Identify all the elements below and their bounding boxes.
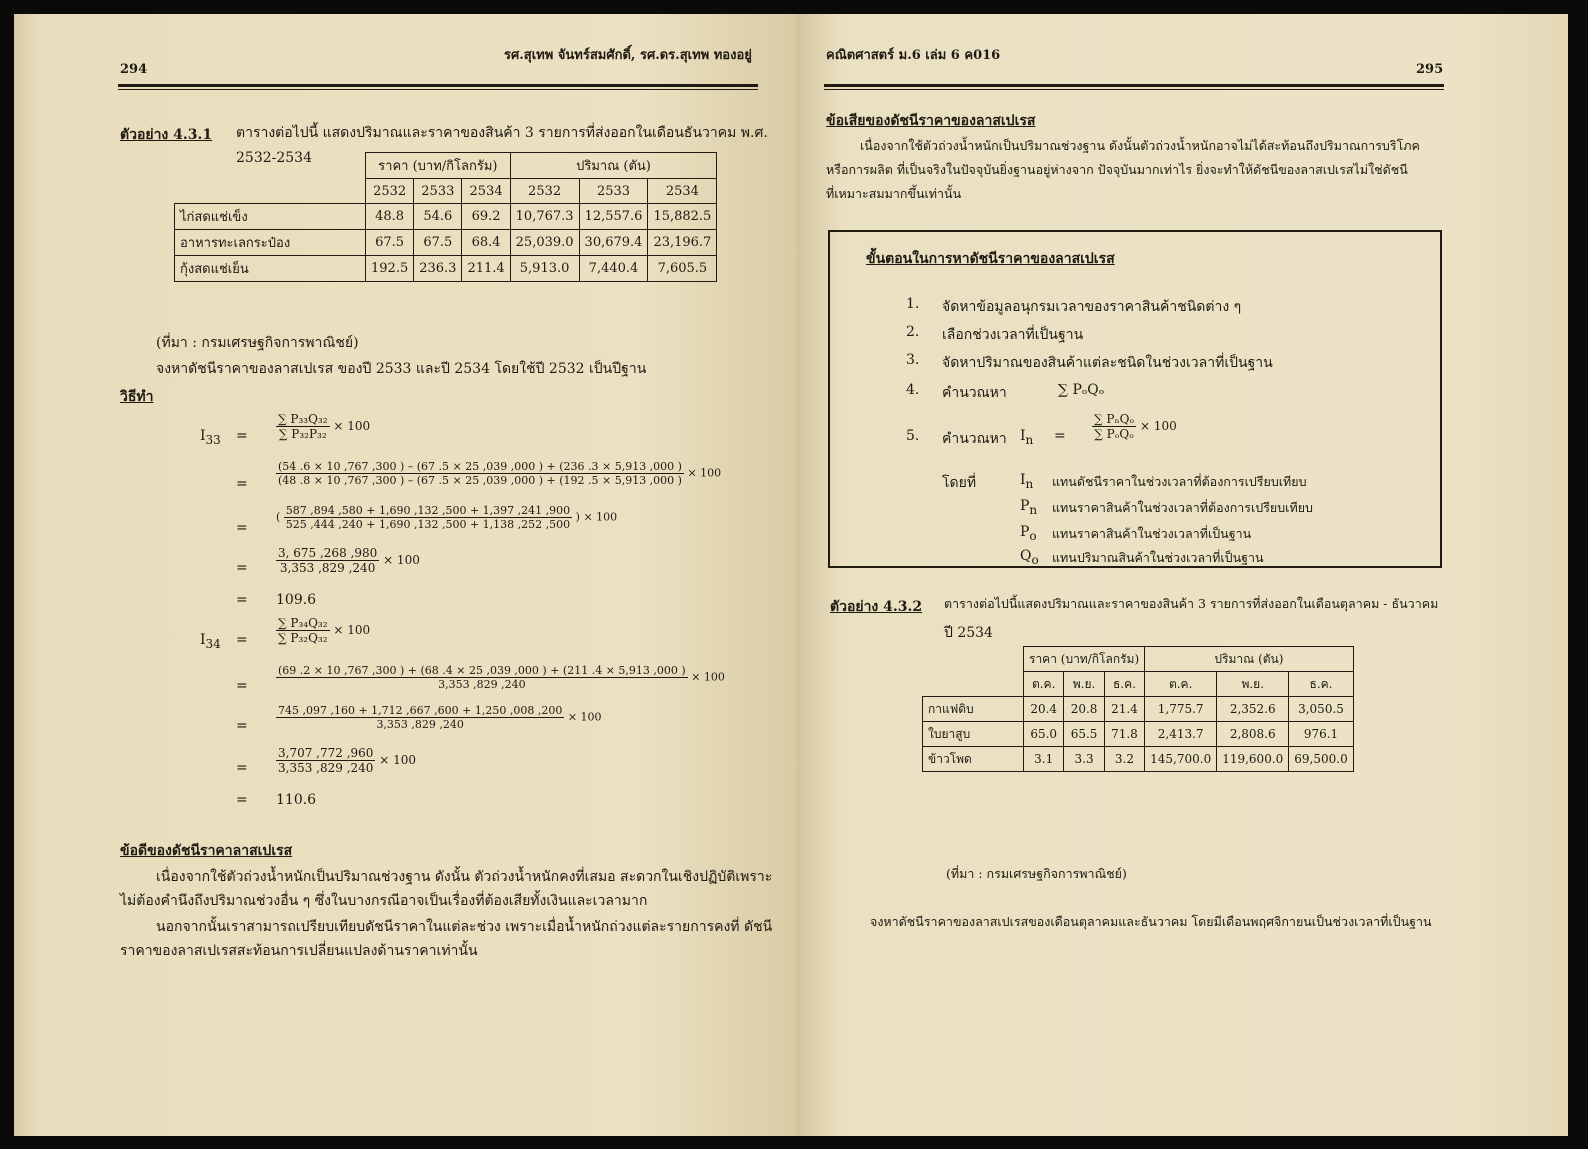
col-month: พ.ย. bbox=[1217, 672, 1289, 697]
cell: 7,440.4 bbox=[579, 256, 648, 282]
row-name: กุ้งสดแช่เย็น bbox=[175, 256, 366, 282]
left-page bbox=[14, 14, 796, 1136]
export-table bbox=[922, 646, 1354, 772]
source-note: (ที่มา : กรมเศรษฐกิจการพาณิชย์) bbox=[946, 866, 1127, 881]
col-month: ธ.ค. bbox=[1289, 672, 1353, 697]
task-text: จงหาดัชนีราคาของลาสเปเรสของเดือนตุลาคมและธันวาคม โดยมีเดือนพฤศจิกายนเป็นช่วงเวลาที่เป็นฐาน bbox=[870, 914, 1432, 929]
example-year: ปี 2534 bbox=[944, 625, 993, 641]
header-rule-thin bbox=[118, 89, 758, 90]
step-number: 4. bbox=[906, 382, 920, 398]
equals-sign: = bbox=[236, 632, 248, 648]
result-i34: 110.6 bbox=[276, 792, 317, 808]
paragraph: ราคาของลาสเปเรสสะท้อนการเปลี่ยนแปลงด้านราคาเท่านั้น bbox=[120, 943, 478, 959]
example-label: ตัวอย่าง 4.3.1 bbox=[120, 127, 213, 143]
cell: 976.1 bbox=[1289, 722, 1353, 747]
equals-sign: = bbox=[236, 560, 248, 576]
header-rule bbox=[118, 84, 758, 87]
row-name: ใบยาสูบ bbox=[923, 722, 1024, 747]
cell: 25,039.0 bbox=[510, 230, 579, 256]
cell: 23,196.7 bbox=[648, 230, 717, 256]
formula-line: ( $\frac{587 ,894 ,580 + 1,690 ,132 ,500 + 1,397 ,241 ,900}{525 ,444 ,240 + 1,690 ,132 ,500 + 1,138 ,252 ,500}$ ) × 100 bbox=[276, 504, 618, 531]
row-name: ข้าวโพด bbox=[923, 747, 1024, 772]
step-text: จัดหาปริมาณของสินค้าแต่ละชนิดในช่วงเวลาที่เป็นฐาน bbox=[942, 355, 1273, 371]
task-text: จงหาดัชนีราคาของลาสเปเรส ของปี 2533 และปี 2534 โดยใช้ปี 2532 เป็นปีฐาน bbox=[156, 361, 647, 377]
cell: 20.8 bbox=[1064, 697, 1104, 722]
def-text: แทนราคาสินค้าในช่วงเวลาที่ต้องการเปรียบเทียบ bbox=[1052, 500, 1313, 515]
cell: 119,600.0 bbox=[1217, 747, 1289, 772]
where-label: โดยที่ bbox=[942, 475, 977, 491]
i33-symbol: $I_{33}$ bbox=[200, 428, 221, 447]
def-text: แทนดัชนีราคาในช่วงเวลาที่ต้องการเปรียบเทียบ bbox=[1052, 474, 1307, 489]
cell: 211.4 bbox=[462, 256, 510, 282]
formula-sum: ∑ PₒQₒ bbox=[1058, 382, 1105, 398]
step-text: จัดหาข้อมูลอนุกรมเวลาของราคาสินค้าชนิดต่าง ๆ bbox=[942, 299, 1242, 315]
col-year: 2533 bbox=[414, 179, 462, 204]
formula-line: $\frac{745 ,097 ,160 + 1,712 ,667 ,600 + 1,250 ,008 ,200}{3,353 ,829 ,240}$ × 100 bbox=[278, 704, 602, 731]
formula-line: (54 .6 × 10 ,767 ,300 ) – (67 .5 × 25 ,039 ,000 ) + (236 .3 × 5,913 ,000 ) (48 .8 × 10 ,767 ,300 ) – (67 .5 × 25 ,039 ,000 ) + (192 .5 × 5,913 ,000 ) × 100 bbox=[278, 460, 722, 487]
cell: 192.5 bbox=[366, 256, 414, 282]
def-text: แทนปริมาณสินค้าในช่วงเวลาที่เป็นฐาน bbox=[1052, 550, 1264, 565]
def-symbol: $P_n$ bbox=[1020, 498, 1038, 517]
equals-sign: = bbox=[236, 760, 248, 776]
cell: 15,882.5 bbox=[648, 204, 717, 230]
cell: 12,557.6 bbox=[579, 204, 648, 230]
cell: 21.4 bbox=[1104, 697, 1144, 722]
cell: 3.2 bbox=[1104, 747, 1144, 772]
step-number: 1. bbox=[906, 296, 920, 312]
paragraph: เนื่องจากใช้ตัวถ่วงน้ำหนักเป็นปริมาณช่วงฐาน ดังนั้นตัวถ่วงน้ำหนักอาจไม่ได้สะท้อนถึงปริมาณการบริโภค bbox=[860, 138, 1420, 153]
step-text: เลือกช่วงเวลาที่เป็นฐาน bbox=[942, 327, 1084, 343]
cell: 54.6 bbox=[414, 204, 462, 230]
paragraph: นอกจากนั้นเราสามารถเปรียบเทียบดัชนีราคาในแต่ละช่วง เพราะเมื่อน้ำหนักถ่วงแต่ละรายการคงที่ ดัชนี bbox=[156, 919, 773, 935]
row-name: ไก่สดแช่เข็ง bbox=[175, 204, 366, 230]
def-symbol: $P_o$ bbox=[1020, 524, 1037, 543]
paragraph: หรือการผลิต ที่เป็นจริงในปัจจุบันยิ่งฐานอยู่ห่างจาก ปัจจุบันมากเท่าไร ยิ่งจะทำให้ดัชนีของลาสเปเรสไม่ใช่ดัชนี bbox=[826, 162, 1408, 177]
price-header: ราคา (บาท/กิโลกรัม) bbox=[366, 153, 511, 179]
cell: 69.2 bbox=[462, 204, 510, 230]
cell: 48.8 bbox=[366, 204, 414, 230]
col-year: 2534 bbox=[648, 179, 717, 204]
formula-line: $\frac{3,707 ,772 ,960}{3,353 ,829 ,240}$ × 100 bbox=[278, 746, 417, 775]
index-symbol: $I_n$ bbox=[1020, 428, 1034, 447]
col-month: พ.ย. bbox=[1064, 672, 1104, 697]
cell: 65.0 bbox=[1024, 722, 1064, 747]
cell: 7,605.5 bbox=[648, 256, 717, 282]
right-page bbox=[796, 14, 1568, 1136]
def-text: แทนราคาสินค้าในช่วงเวลาที่เป็นฐาน bbox=[1052, 526, 1252, 541]
index-formula: $\frac{\text{∑ PₙQₒ}}{\text{∑ PₒQₒ}}$ × 100 bbox=[1094, 412, 1177, 441]
cell: 236.3 bbox=[414, 256, 462, 282]
step-number: 3. bbox=[906, 352, 920, 368]
example-years: 2532-2534 bbox=[236, 150, 312, 166]
export-table bbox=[174, 152, 717, 282]
result-i33: 109.6 bbox=[276, 592, 317, 608]
formula-line: (69 .2 × 10 ,767 ,300 ) + (68 .4 × 25 ,039 ,000 ) + (211 .4 × 5,913 ,000 ) 3,353 ,829 ,240 × 100 bbox=[278, 664, 725, 691]
row-name: อาหารทะเลกระป๋อง bbox=[175, 230, 366, 256]
advantages-title: ข้อดีของดัชนีราคาลาสเปเรส bbox=[120, 843, 293, 859]
cell: 67.5 bbox=[366, 230, 414, 256]
cell: 65.5 bbox=[1064, 722, 1104, 747]
i34-symbol: $I_{34}$ bbox=[200, 632, 221, 651]
header-rule-thin bbox=[824, 89, 1444, 90]
cell: 10,767.3 bbox=[510, 204, 579, 230]
col-month: ต.ค. bbox=[1024, 672, 1064, 697]
example-text: ตารางต่อไปนี้แสดงปริมาณและราคาของสินค้า 3 รายการที่ส่งออกในเดือนตุลาคม - ธันวาคม bbox=[944, 596, 1439, 611]
cell: 71.8 bbox=[1104, 722, 1144, 747]
cell: 3,050.5 bbox=[1289, 697, 1353, 722]
step-text: คำนวณหา bbox=[942, 431, 1007, 447]
equals-sign: = bbox=[236, 428, 248, 444]
example-label: ตัวอย่าง 4.3.2 bbox=[830, 599, 923, 615]
running-header: คณิตศาสตร์ ม.6 เล่ม 6 ค016 bbox=[826, 48, 1001, 63]
col-month: ธ.ค. bbox=[1104, 672, 1144, 697]
cell: 2,352.6 bbox=[1217, 697, 1289, 722]
cell: 3.1 bbox=[1024, 747, 1064, 772]
page-number: 294 bbox=[120, 62, 148, 77]
qty-header: ปริมาณ (ตัน) bbox=[1145, 647, 1354, 672]
cell: 20.4 bbox=[1024, 697, 1064, 722]
steps-box bbox=[828, 230, 1442, 568]
page-number: 295 bbox=[1416, 62, 1444, 77]
step-number: 2. bbox=[906, 324, 920, 340]
table-row bbox=[923, 747, 1354, 772]
qty-header: ปริมาณ (ตัน) bbox=[510, 153, 717, 179]
cell: 67.5 bbox=[414, 230, 462, 256]
formula-line: $\frac{\text{∑ P₃₃Q₃₂}}{\text{∑ P₃₂P₃₂}}$ × 100 bbox=[278, 412, 371, 441]
col-year: 2533 bbox=[579, 179, 648, 204]
disadvantages-title: ข้อเสียของดัชนีราคาของลาสเปเรส bbox=[826, 113, 1036, 129]
paragraph: ที่เหมาะสมมากขึ้นเท่านั้น bbox=[826, 186, 962, 201]
cell: 1,775.7 bbox=[1145, 697, 1217, 722]
steps-title: ขั้นตอนในการหาดัชนีราคาของลาสเปเรส bbox=[866, 251, 1115, 267]
formula-line: $\frac{3, 675 ,268 ,980}{3,353 ,829 ,240}$ × 100 bbox=[278, 546, 420, 575]
equals-sign: = bbox=[236, 678, 248, 694]
cell: 3.3 bbox=[1064, 747, 1104, 772]
step-text: คำนวณหา bbox=[942, 385, 1007, 401]
cell: 68.4 bbox=[462, 230, 510, 256]
equals-sign: = bbox=[236, 792, 248, 808]
col-year: 2534 bbox=[462, 179, 510, 204]
equals-sign: = bbox=[1054, 428, 1066, 444]
cell: 30,679.4 bbox=[579, 230, 648, 256]
col-year: 2532 bbox=[366, 179, 414, 204]
table-row bbox=[923, 697, 1354, 722]
solution-label: วิธีทำ bbox=[120, 389, 154, 405]
table-row bbox=[175, 204, 717, 230]
col-month: ต.ค. bbox=[1145, 672, 1217, 697]
table-row bbox=[175, 230, 717, 256]
cell: 5,913.0 bbox=[510, 256, 579, 282]
equals-sign: = bbox=[236, 592, 248, 608]
formula-line: $\frac{\text{∑ P₃₄Q₃₂}}{\text{∑ P₃₂Q₃₂}}$ × 100 bbox=[278, 616, 371, 645]
equals-sign: = bbox=[236, 718, 248, 734]
equals-sign: = bbox=[236, 476, 248, 492]
cell: 2,808.6 bbox=[1217, 722, 1289, 747]
running-header: รศ.สุเทพ จันทร์สมศักดิ์, รศ.ดร.สุเทพ ทองอยู่ bbox=[504, 48, 752, 63]
table-row bbox=[923, 722, 1354, 747]
cell: 2,413.7 bbox=[1145, 722, 1217, 747]
paragraph: เนื่องจากใช้ตัวถ่วงน้ำหนักเป็นปริมาณช่วงฐาน ดังนั้น ตัวถ่วงน้ำหนักคงที่เสมอ สะดวกในเชิงปฏิบัติเพราะ bbox=[156, 869, 773, 885]
source-note: (ที่มา : กรมเศรษฐกิจการพาณิชย์) bbox=[156, 335, 359, 351]
table-row bbox=[175, 256, 717, 282]
header-rule bbox=[824, 84, 1444, 87]
col-year: 2532 bbox=[510, 179, 579, 204]
equals-sign: = bbox=[236, 520, 248, 536]
def-symbol: $I_n$ bbox=[1020, 472, 1034, 491]
paragraph: ไม่ต้องคำนึงถึงปริมาณช่วงอื่น ๆ ซึ่งในบางกรณีอาจเป็นเรื่องที่ต้องเสียทั้งเงินและเวลามาก bbox=[120, 893, 648, 909]
cell: 69,500.0 bbox=[1289, 747, 1353, 772]
def-symbol: $Q_o$ bbox=[1020, 548, 1039, 567]
row-name: กาแฟดิบ bbox=[923, 697, 1024, 722]
cell: 145,700.0 bbox=[1145, 747, 1217, 772]
example-text: ตารางต่อไปนี้ แสดงปริมาณและราคาของสินค้า 3 รายการที่ส่งออกในเดือนธันวาคม พ.ศ. bbox=[236, 125, 768, 141]
price-header: ราคา (บาท/กิโลกรัม) bbox=[1024, 647, 1145, 672]
step-number: 5. bbox=[906, 428, 920, 444]
